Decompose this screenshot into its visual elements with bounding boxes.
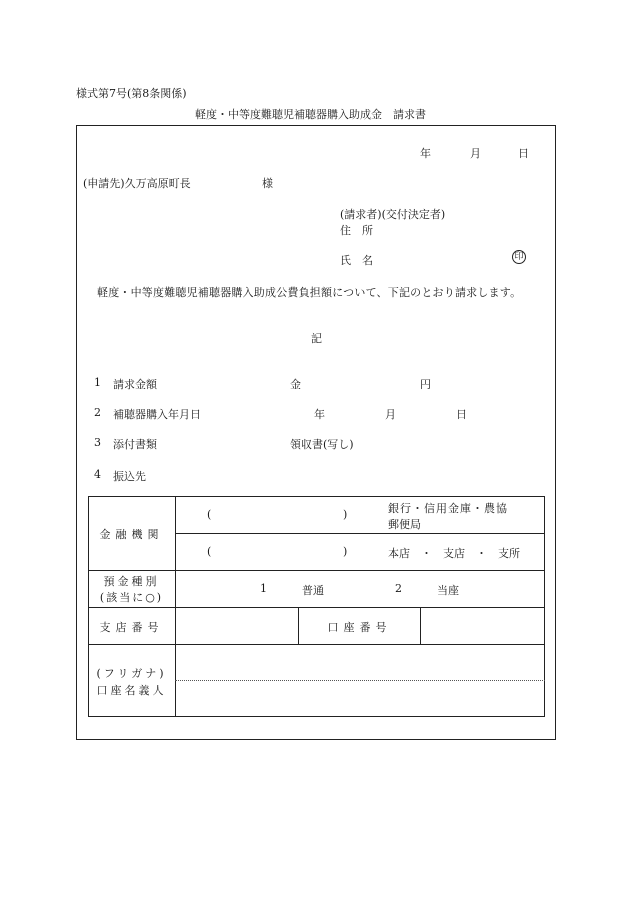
- furigana-label: (フリガナ): [96, 667, 167, 680]
- institution-label: 金融機関: [99, 528, 164, 541]
- institution-name-paren-open: (: [207, 508, 212, 521]
- addressee: (申請先)久万高原町長: [83, 177, 191, 190]
- deposit-option-2-number: 2: [395, 582, 402, 595]
- branch-name-paren-close: ): [343, 545, 348, 558]
- date-month: 月: [470, 147, 481, 160]
- table-cell-divider: [420, 607, 421, 644]
- item-4-number: 4: [94, 468, 101, 481]
- claimant-role-label: (請求者)(交付決定者): [340, 208, 446, 221]
- institution-name-paren-close: ): [343, 508, 348, 521]
- item-1-label: 請求金額: [113, 378, 157, 391]
- seal-mark: 印: [512, 250, 526, 264]
- deposit-option-1-number: 1: [260, 582, 267, 595]
- claimant-address-label: 住 所: [340, 224, 373, 237]
- item-1-number: 1: [94, 376, 101, 389]
- date-year: 年: [420, 147, 431, 160]
- institution-type-options: 銀行・信用金庫・農協: [388, 502, 508, 515]
- date-day: 日: [518, 147, 529, 160]
- item-3-number: 3: [94, 436, 101, 449]
- deposit-type-hint: (該当に○): [99, 591, 164, 604]
- table-row-divider: [175, 533, 545, 534]
- account-holder-label: 口座名義人: [96, 684, 167, 697]
- table-row-divider: [88, 607, 545, 608]
- item-2-year: 年: [314, 408, 325, 421]
- item-3-label: 添付書類: [113, 438, 157, 451]
- item-1-yen: 円: [420, 378, 431, 391]
- addressee-honorific: 様: [262, 177, 273, 190]
- furigana-divider: [175, 680, 545, 681]
- item-4-label: 振込先: [113, 470, 146, 483]
- page-title: 軽度・中等度難聴児補聴器購入助成金 請求書: [195, 108, 426, 121]
- table-row-divider: [88, 570, 545, 571]
- branch-type-options: 本店 ・ 支店 ・ 支所: [388, 547, 520, 560]
- item-2-label: 補聴器購入年月日: [113, 408, 201, 421]
- item-2-day: 日: [456, 408, 467, 421]
- item-2-number: 2: [94, 406, 101, 419]
- item-2-month: 月: [385, 408, 396, 421]
- request-statement: 軽度・中等度難聴児補聴器購入助成公費負担額について、下記のとおり請求します。: [97, 286, 522, 299]
- deposit-type-label: 預金種別: [103, 575, 160, 588]
- account-number-label: 口座番号: [327, 621, 392, 634]
- branch-name-paren-open: (: [207, 545, 212, 558]
- table-row-divider: [88, 644, 545, 645]
- deposit-option-2: 当座: [437, 584, 459, 597]
- form-number: 様式第7号(第8条関係): [76, 87, 187, 100]
- claimant-name-label: 氏 名: [340, 254, 373, 267]
- item-3-value: 領収書(写し): [290, 438, 354, 451]
- item-1-kin: 金: [290, 378, 301, 391]
- deposit-option-1: 普通: [302, 584, 324, 597]
- institution-type-post: 郵便局: [388, 518, 421, 531]
- ki-heading: 記: [311, 332, 322, 345]
- branch-number-label: 支店番号: [99, 621, 164, 634]
